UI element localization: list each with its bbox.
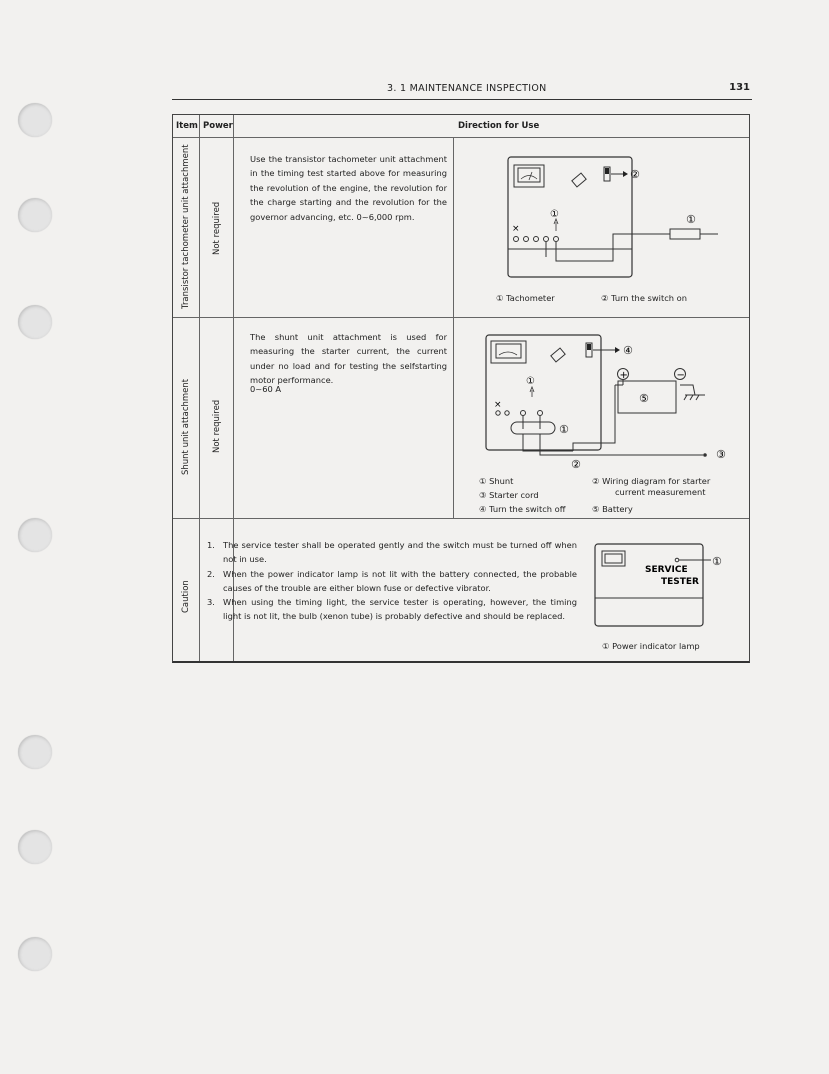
direction-table [172, 114, 750, 663]
col-divider [199, 115, 200, 661]
caution-item: 3. When using the timing light, the service tester is operating, however, the timing light is not lit, the bulb (xenon tube) is probably defective and should be replaced. [207, 597, 577, 622]
row-divider [173, 137, 749, 138]
page-header [172, 81, 752, 100]
callout-three: ③ [716, 448, 726, 461]
callout-two: ② [630, 168, 640, 181]
caption-wiring: ② Wiring diagram for starter [592, 476, 711, 486]
row-direction-text: Use the transistor tachometer unit attachment in the timing test started above for measuring the revolution of the engine, the revolution for the charge starting and the revolution for the governor advancing, etc. 0~6,000 rpm. [250, 154, 447, 222]
callout-one: ① [712, 555, 722, 568]
binder-hole [18, 198, 52, 232]
minus-terminal: − [676, 370, 685, 381]
tester-label-tester: TESTER [661, 577, 699, 587]
row-power-label: Not required [212, 201, 222, 255]
callout-four: ④ [623, 344, 633, 357]
callout-two: ② [571, 458, 581, 471]
caption-wiring-cont: current measurement [615, 487, 706, 497]
caption-starter-cord: ③ Starter cord [479, 490, 539, 500]
caption-shunt: ① Shunt [479, 476, 514, 486]
caution-item: 1. The service tester shall be operated gently and the switch must be turned off when not in use. [207, 540, 577, 565]
caption-battery: ⑤ Battery [592, 504, 633, 514]
header-item: Item [176, 121, 198, 131]
binder-hole [18, 103, 52, 137]
row-direction-text: The shunt unit attachment is used for measuring the starter current, the current under no load and for testing the selfstarting motor performance. [250, 332, 447, 386]
row-divider [173, 317, 749, 318]
callout-one: ① [686, 213, 696, 226]
shunt-diagram [463, 333, 743, 473]
plus-terminal: + [619, 370, 628, 381]
service-tester-diagram [591, 540, 746, 630]
svg-text:×: × [494, 400, 502, 410]
tachometer-diagram [463, 153, 743, 303]
header-direction: Direction for Use [458, 121, 540, 131]
caution-list [204, 538, 577, 624]
svg-text:×: × [512, 224, 520, 234]
callout-five: ⑤ [639, 392, 649, 405]
binder-hole [18, 305, 52, 339]
row-item-label: Shunt unit attachment [181, 378, 191, 475]
callout-one: ① [526, 376, 535, 387]
callout-one: ① [559, 423, 569, 436]
caption-power-lamp: ① Power indicator lamp [602, 641, 700, 651]
caution-item: 2. When the power indicator lamp is not lit with the battery connected, the probable causes of the trouble are either blown fuse or defective vibrator. [207, 568, 577, 593]
callout-one: ① [550, 209, 559, 220]
caption-switch-on: ② Turn the switch on [601, 293, 688, 303]
binder-hole [18, 830, 52, 864]
range-text: 0~60 A [250, 384, 282, 394]
binder-hole [18, 937, 52, 971]
row-item-label: Caution [181, 580, 191, 613]
caption-tachometer: ① Tachometer [496, 293, 555, 303]
caption-switch-off: ④ Turn the switch off [479, 504, 566, 514]
header-power: Power [203, 121, 233, 131]
row-power-label: Not required [212, 399, 222, 453]
section-title: 3. 1 MAINTENANCE INSPECTION [387, 83, 547, 94]
page-number: 131 [729, 82, 750, 93]
col-divider [453, 137, 454, 519]
row-divider [173, 518, 749, 519]
binder-hole [18, 735, 52, 769]
binder-hole [18, 518, 52, 552]
row-item-label: Transistor tachometer unit attachment [181, 144, 191, 309]
tester-label-service: SERVICE [645, 565, 688, 575]
